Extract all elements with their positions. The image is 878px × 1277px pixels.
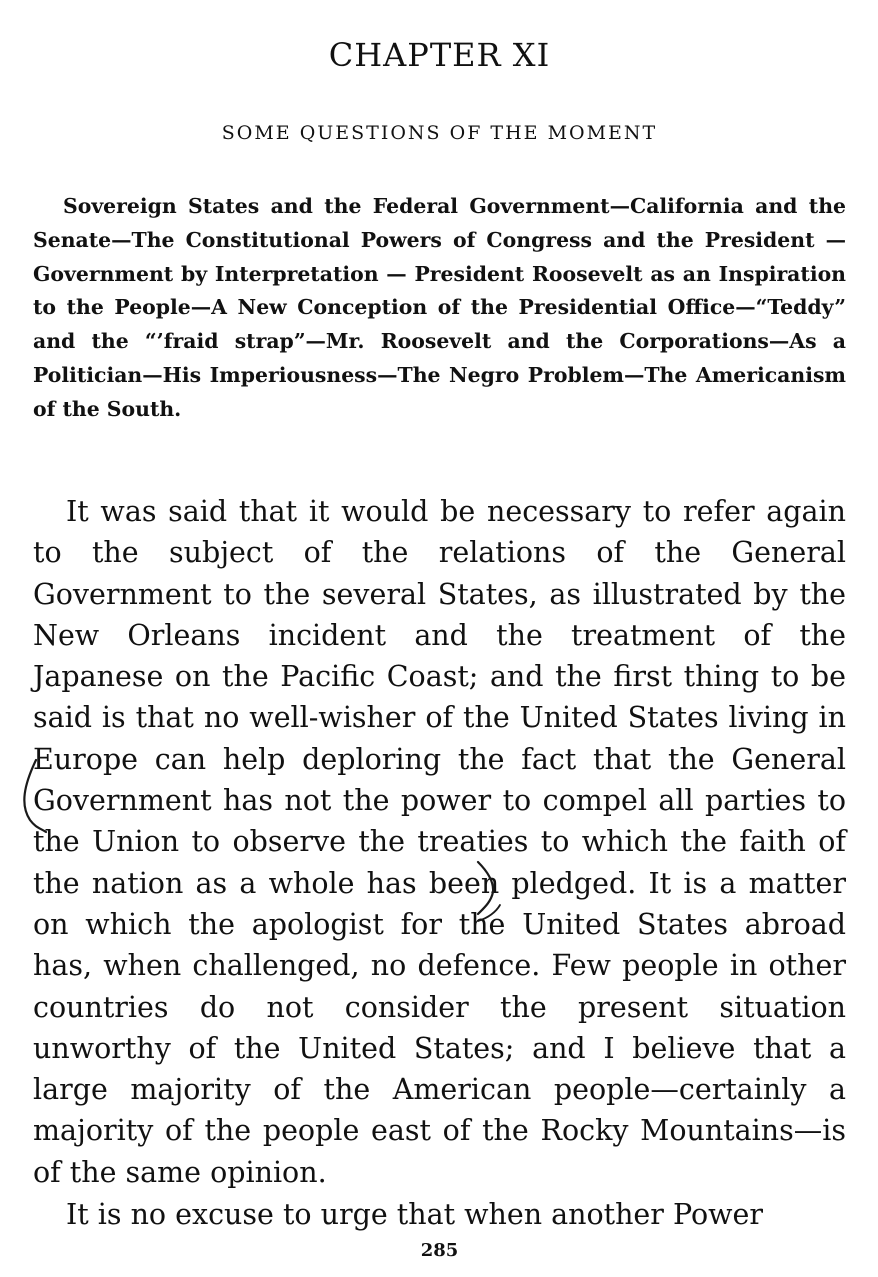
page-number: 285 (420, 1240, 459, 1261)
chapter-subtitle: SOME QUESTIONS OF THE MOMENT (221, 122, 658, 144)
body-paragraph: It was said that it would be necessary to refer again to the subject of the relations of the General Government to the several States, as illustrated by the New Orleans incident and the treatment of the Japanese on the Pacific Coast; and the first thing to be said is that no well-wisher of the United States living in Europe can help deploring the fact that the General Government has not the power to compel all parties to the Union to observe the treaties to which the faith of the nation as a whole has been pledged. It is a matter on which the apologist for the United States abroad has, when challenged, no defence. Few people in other countries do not consider the present situation unworthy of the United States; and I believe that a large majority of the American people—certainly a majority of the people east of the Rocky Mountains—is of the same opinion. (33, 495, 846, 1189)
chapter-title: CHAPTER XI (328, 36, 551, 74)
body-paragraph: It is no excuse to urge that when another Power (66, 1198, 764, 1231)
book-page (33, 0, 846, 1277)
chapter-synopsis: Sovereign States and the Federal Government—California and the Senate—The Constitutional Powers of Congress and the President — Government by Interpretation — President Roosevelt as an Inspiration to the People—A New Conception of the Presidential Office—“Teddy” and the “’fraid strap”—Mr. Roosevelt and the Corporations—As a Politician—His Imperiousness—The Negro Problem—The Americanism of the South. (33, 194, 846, 421)
